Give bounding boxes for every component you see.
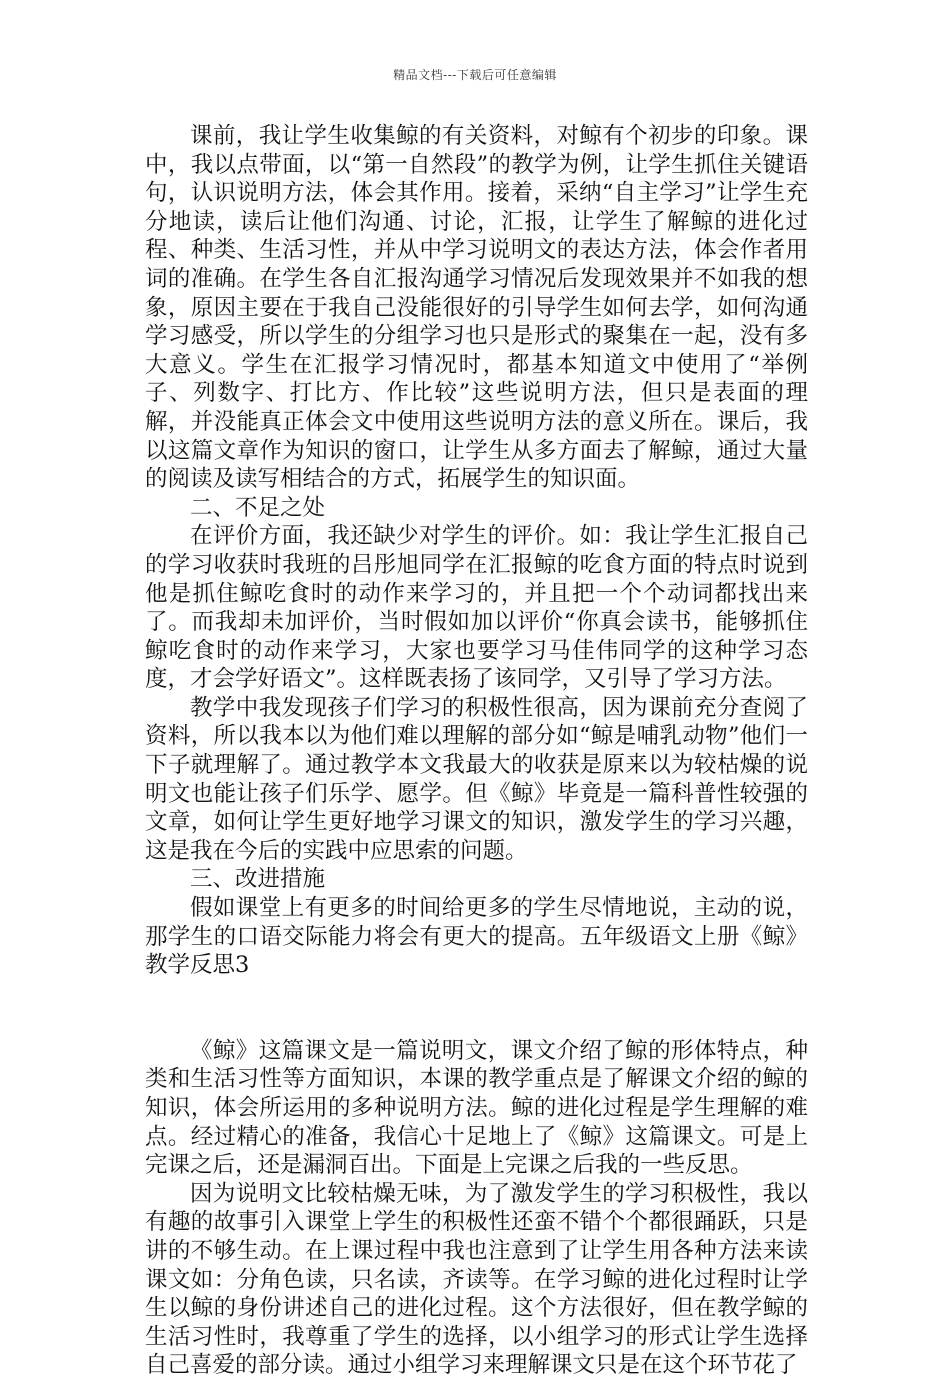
section-heading: 三、改进措施 bbox=[190, 866, 326, 893]
page-header: 精品文档---下载后可任意编辑 bbox=[393, 68, 557, 82]
paragraph: 在评价方面，我还缺少对学生的评价。如：我让学生汇报自己的学习收获时我班的吕彤旭同学在汇报鲸的吃食方面的特点时说到他是抓住鲸吃食时的动作来学习的，并且把一个个动词都找出来了。而我却未加评价，当时假如加以评价“你真会读书，能够抓住鲸吃食时的动作来学习，大家也要学习马佳伟同学的这种学习态度，才会学好语文”。这样既表扬了该同学，又引导了学习方法。 bbox=[145, 523, 808, 693]
document-body bbox=[145, 122, 808, 1380]
section-heading: 二、不足之处 bbox=[190, 494, 326, 521]
paragraph: 假如课堂上有更多的时间给更多的学生尽情地说，主动的说，那学生的口语交际能力将会有更大的提高。五年级语文上册《鲸》教学反思3 bbox=[145, 895, 808, 979]
paragraph: 《鲸》这篇课文是一篇说明文，课文介绍了鲸的形体特点，种类和生活习性等方面知识，本课的教学重点是了解课文介绍的鲸的知识，体会所运用的多种说明方法。鲸的进化过程是学生理解的难点。经过精心的准备，我信心十足地上了《鲸》这篇课文。可是上完课之后，还是漏洞百出。下面是上完课之后我的一些反思。 bbox=[145, 1037, 808, 1179]
paragraph: 课前，我让学生收集鲸的有关资料，对鲸有个初步的印象。课中，我以点带面，以“第一自然段”的教学为例，让学生抓住关键语句，认识说明方法，体会其作用。接着，采纳“自主学习”让学生充分地读，读后让他们沟通、讨论，汇报，让学生了解鲸的进化过程、种类、生活习性，并从中学习说明文的表达方法，体会作者用词的准确。在学生各自汇报沟通学习情况后发现效果并不如我的想象，原因主要在于我自己没能很好的引导学生如何去学，如何沟通学习感受，所以学生的分组学习也只是形式的聚集在一起，没有多大意义。学生在汇报学习情况时，都基本知道文中使用了“举例子、列数字、打比方、作比较”这些说明方法，但只是表面的理解，并没能真正体会文中使用这些说明方法的意义所在。课后，我以这篇文章作为知识的窗口，让学生从多方面去了解鲸，通过大量的阅读及读写相结合的方式，拓展学生的知识面。 bbox=[145, 123, 808, 493]
paragraph: 教学中我发现孩子们学习的积极性很高，因为课前充分查阅了资料，所以我本以为他们难以理解的部分如“鲸是哺乳动物”他们一下子就理解了。通过教学本文我最大的收获是原来以为较枯燥的说明文也能让孩子们乐学、愿学。但《鲸》毕竟是一篇科普性较强的文章，如何让学生更好地学习课文的知识，激发学生的学习兴趣，这是我在今后的实践中应思索的问题。 bbox=[145, 694, 808, 864]
paragraph: 因为说明文比较枯燥无味，为了激发学生的学习积极性，我以有趣的故事引入课堂上学生的积极性还蛮不错个个都很踊跃，只是讲的不够生动。在上课过程中我也注意到了让学生用各种方法来读课文如：分角色读，只名读，齐读等。在学习鲸的进化过程时让学生以鲸的身份讲述自己的进化过程。这个方法很好，但在教学鲸的生活习性时，我尊重了学生的选择，以小组学习的形式让学生选择自己喜爱的部分读。通过小组学习来理解课文只是在这个环节花了 bbox=[145, 1180, 808, 1379]
